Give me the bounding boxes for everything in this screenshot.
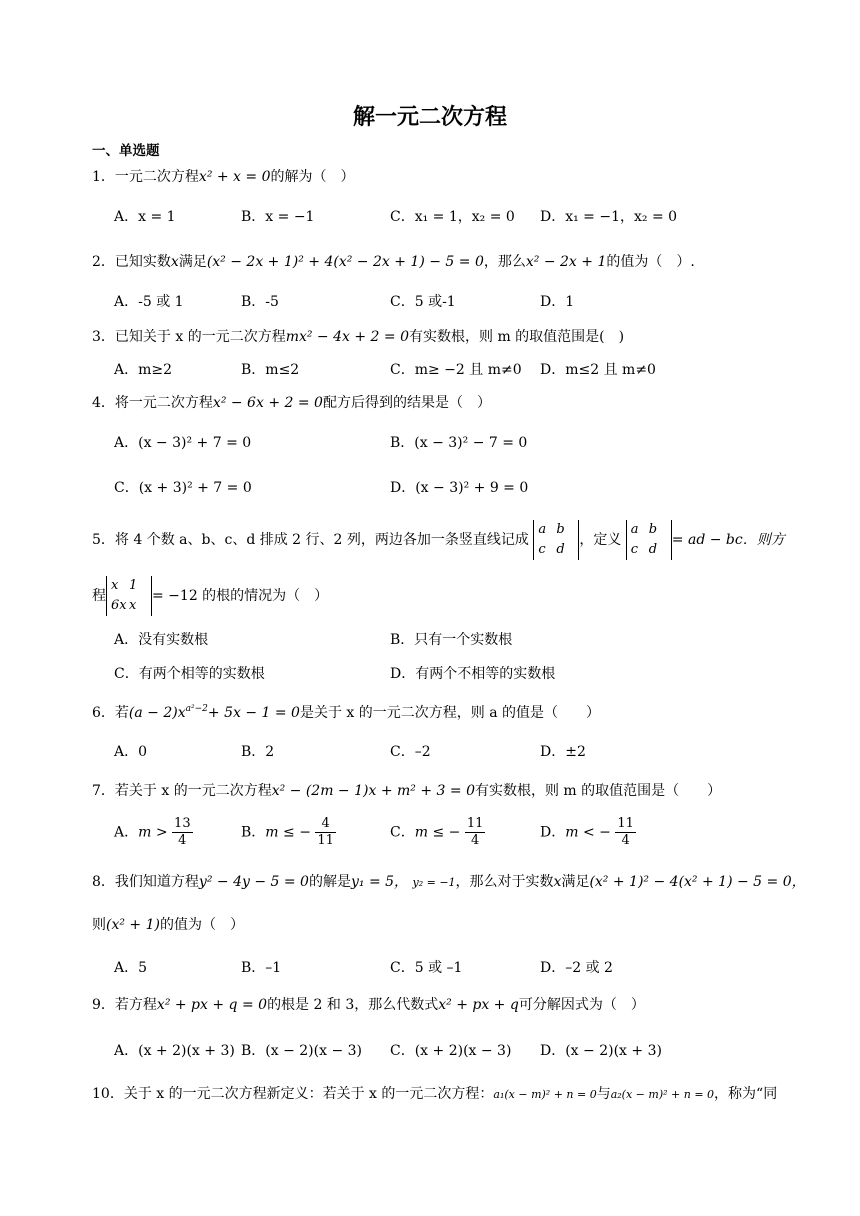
q8-text: 8．我们知道方程 [92, 874, 199, 890]
q2-option-d: D．1 [540, 294, 575, 310]
q7-option-b [241, 816, 336, 849]
q7-b-label: B． [241, 824, 266, 841]
q9-option-b: B．(x − 2)(x − 3) [241, 1043, 363, 1059]
q1-option-d: D．x₁ = −1，x₂ = 0 [540, 209, 678, 225]
q1-text-end: 的解为（ ） [270, 169, 355, 185]
q10-equation-2: a₂(x − m)² + n = 0 [610, 1088, 715, 1101]
q6-text: 6．若 [92, 705, 129, 721]
q7-text-b: 有实数根，则 m 的取值范围是（ ） [474, 783, 722, 799]
q8-option-c: C．5 或 –1 [390, 960, 463, 976]
q4-option-c: C．(x + 3)² + 7 = 0 [114, 480, 252, 496]
q1-equation: x² + x = 0 [198, 169, 271, 185]
question-9 [92, 994, 645, 1014]
det-cell: 6x [111, 598, 127, 613]
q4-text: 4．将一元二次方程 [92, 395, 213, 411]
fraction [172, 816, 193, 849]
q3-text-b: 有实数根，则 m 的取值范围是( ) [409, 329, 625, 345]
q9-text-c: 可分解因式为（ ） [518, 997, 645, 1013]
determinant-abcd [533, 520, 579, 560]
q5-text-d: 程 [92, 588, 106, 604]
q1-option-c: C．x₁ = 1，x₂ = 0 [390, 209, 515, 225]
q8-text-e: 则 [92, 917, 106, 933]
q6-option-a: A．0 [114, 744, 148, 760]
q2-expression: x² − 2x + 1 [525, 254, 607, 270]
det-cell: b [556, 522, 565, 537]
q4-equation: x² − 6x + 2 = 0 [212, 395, 323, 411]
det-cell: d [556, 542, 565, 557]
q4-option-b: B．(x − 3)² − 7 = 0 [390, 435, 528, 451]
q5-option-d: D．有两个不相等的实数根 [390, 666, 556, 682]
q10-text-c: ，称为“同 [714, 1086, 778, 1102]
q6-equation: (a − 2)x [128, 705, 186, 721]
q2-var: x [170, 254, 179, 270]
q5-option-c: C．有两个相等的实数根 [114, 666, 265, 682]
det-cell: 1 [129, 578, 138, 593]
q10-text-b: 与 [596, 1086, 611, 1102]
q10-equation-1: a₁(x − m)² + n = 0 [493, 1088, 597, 1101]
q6-text-b: 是关于 x 的一元二次方程，则 a 的值是（ ） [299, 705, 600, 721]
q3-option-d: D．m≤2 且 m≠0 [540, 362, 656, 378]
q3-equation: mx² − 4x + 2 = 0 [285, 329, 409, 345]
denominator: 4 [178, 833, 187, 848]
q9-expression: x² + px + q [438, 997, 519, 1013]
q7-c-expr: m ≤ − [414, 824, 461, 841]
fraction [315, 816, 336, 849]
q1-option-b: B．x = −1 [241, 209, 315, 225]
q7-d-label: D． [540, 824, 566, 841]
question-8 [92, 871, 806, 891]
det-cell: c [630, 542, 639, 557]
section-heading: 一、单选题 [92, 143, 160, 159]
q2-option-a: A．-5 或 1 [114, 294, 184, 310]
q9-equation: x² + px + q = 0 [156, 997, 268, 1013]
denominator: 11 [317, 833, 334, 848]
q5-text-c: = ad − bc．则方 [671, 532, 785, 548]
det-cell: c [538, 542, 546, 557]
q8-expression: (x² + 1) [106, 917, 160, 933]
q6-option-d: D．±2 [540, 744, 586, 760]
det-cell: x [111, 578, 119, 593]
q9-option-d: D．(x − 2)(x + 3) [540, 1043, 662, 1059]
q8-root-2: y₂ = −1 [412, 876, 456, 889]
q8-text-c: ，那么对于实数 [455, 874, 554, 890]
q9-option-a: A．(x + 2)(x + 3) [114, 1043, 235, 1059]
fraction [615, 816, 636, 849]
q3-text: 3．已知关于 x 的一元二次方程 [92, 329, 286, 345]
question-1 [92, 166, 355, 186]
question-5-cont [92, 576, 328, 616]
q8-var: x [553, 874, 562, 890]
q1-option-a: A．x = 1 [114, 209, 176, 225]
q7-d-expr: m < − [565, 824, 611, 841]
q8-option-d: D．–2 或 2 [540, 960, 613, 976]
q2-option-c: C．5 或-1 [390, 294, 456, 310]
q6-exponent: a²−2 [185, 704, 208, 714]
numerator: 13 [174, 816, 191, 831]
q10-text: 10．关于 x 的一元二次方程新定义：若关于 x 的一元二次方程： [92, 1086, 494, 1102]
q5-text: 5．将 4 个数 a、b、c、d 排成 2 行、2 列，两边各加一条竖直线记成 [92, 532, 529, 548]
q9-option-c: C．(x + 2)(x − 3) [390, 1043, 512, 1059]
q2-equation: (x² − 2x + 1)² + 4(x² − 2x + 1) − 5 = 0 [206, 254, 484, 270]
q3-option-c: C．m≥ −2 且 m≠0 [390, 362, 522, 378]
question-5 [92, 520, 785, 560]
q7-text: 7．若关于 x 的一元二次方程 [92, 783, 272, 799]
q7-option-c [390, 816, 485, 849]
det-cell: x [129, 598, 137, 613]
q6-option-c: C．–2 [390, 744, 431, 760]
q7-a-expr: m > [138, 824, 168, 841]
q7-a-label: A． [114, 824, 139, 841]
question-7 [92, 780, 721, 800]
q5-option-a: A．没有实数根 [114, 632, 209, 648]
q9-text-b: 的根是 2 和 3，那么代数式 [267, 997, 439, 1013]
determinant-abcd-def [626, 520, 672, 560]
q8-option-b: B．–1 [241, 960, 282, 976]
numerator: 11 [466, 816, 484, 831]
question-6 [92, 702, 600, 722]
q4-option-d: D．(x − 3)² + 9 = 0 [390, 480, 529, 496]
q5-text-e: = −12 的根的情况为（ ） [152, 588, 329, 604]
fraction [465, 816, 486, 849]
q9-text: 9．若方程 [92, 997, 157, 1013]
question-4 [92, 392, 491, 412]
page-title: 解一元二次方程 [352, 105, 507, 130]
q2-text-d: 的值为（ ）. [606, 254, 695, 270]
det-cell: d [648, 542, 658, 557]
numerator: 11 [617, 816, 634, 831]
q7-option-d [540, 816, 636, 849]
q5-text-b: ，定义 [579, 532, 622, 548]
q3-option-a: A．m≥2 [114, 362, 173, 378]
q3-option-b: B．m≤2 [241, 362, 300, 378]
question-3 [92, 326, 624, 346]
q7-equation: x² − (2m − 1)x + m² + 3 = 0 [271, 783, 475, 799]
question-10 [92, 1083, 777, 1103]
q7-option-a [114, 816, 193, 849]
q8-text-b: 的解是 [308, 874, 351, 890]
question-2 [92, 251, 695, 271]
q8-equation: y² − 4y − 5 = 0 [198, 874, 309, 890]
q2-text: 2．已知实数 [92, 254, 171, 270]
q5-option-b: B．只有一个实数根 [390, 632, 513, 648]
denominator: 4 [470, 833, 480, 848]
q4-option-a: A．(x − 3)² + 7 = 0 [114, 435, 252, 451]
q6-equation-b: + 5x − 1 = 0 [207, 705, 300, 721]
q6-option-b: B．2 [241, 744, 275, 760]
det-cell: a [538, 522, 547, 537]
q2-option-b: B．-5 [241, 294, 279, 310]
q8-root-1: y₁ = 5， [350, 874, 409, 890]
q7-c-label: C． [390, 824, 415, 841]
denominator: 4 [621, 833, 630, 848]
q8-text-f: 的值为（ ） [159, 917, 244, 933]
numerator: 4 [315, 816, 336, 833]
q8-equation-b: (x² + 1)² − 4(x² + 1) − 5 = 0， [589, 874, 806, 890]
det-cell: a [630, 522, 639, 537]
q4-text-b: 配方后得到的结果是（ ） [322, 395, 491, 411]
det-cell: b [648, 522, 658, 537]
q2-text-b: 满足 [178, 254, 207, 270]
q8-option-a: A．5 [114, 960, 148, 976]
determinant-x [106, 576, 152, 616]
q2-text-c: ，那么 [483, 254, 526, 270]
question-8-cont [92, 914, 244, 934]
q1-text: 1．一元二次方程 [92, 169, 199, 185]
q7-b-expr: m ≤ − [265, 824, 311, 841]
q8-text-d: 满足 [561, 874, 590, 890]
